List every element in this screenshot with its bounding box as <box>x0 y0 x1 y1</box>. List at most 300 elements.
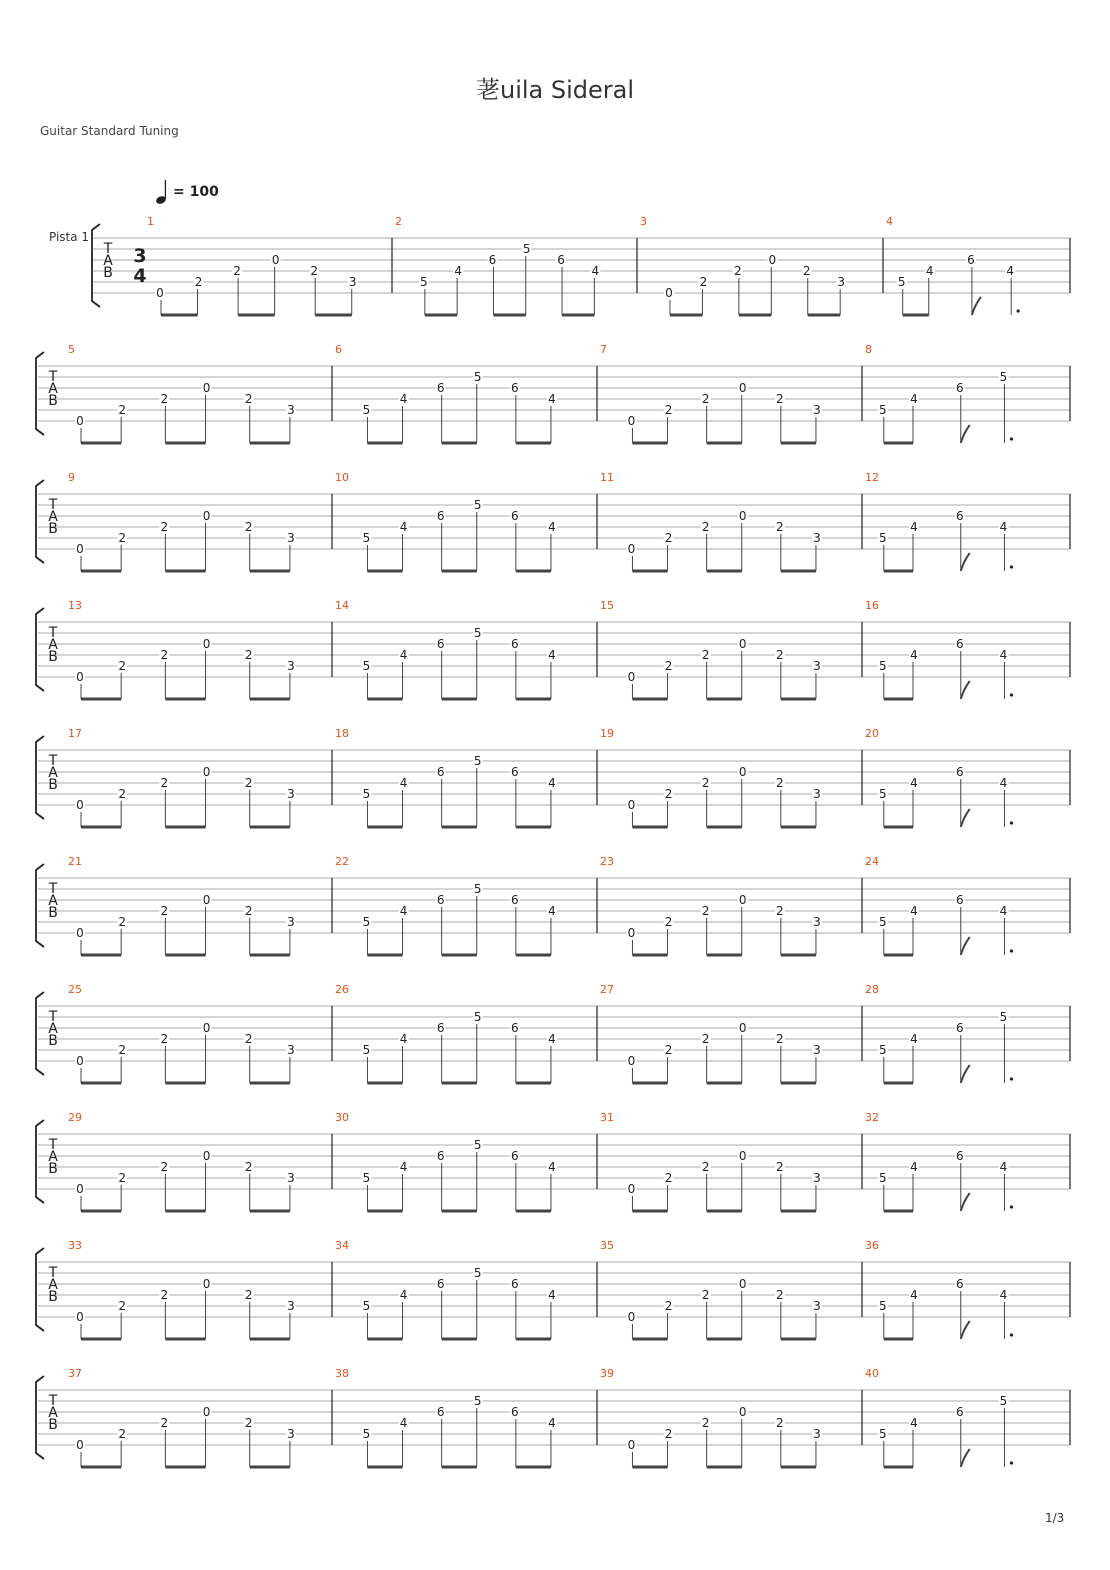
fret-number: 6 <box>436 893 445 907</box>
fret-number: 2 <box>776 1032 784 1046</box>
tab-system <box>0 1222 1110 1340</box>
tab-clef-letter: B <box>48 1289 58 1305</box>
fret-number: 4 <box>548 1032 556 1046</box>
fret-number: 0 <box>76 1054 84 1068</box>
fret-number: 6 <box>955 1277 964 1291</box>
fret-number: 3 <box>813 403 821 417</box>
fret-number: 4 <box>999 904 1008 918</box>
dot <box>1010 949 1013 952</box>
fret-number: 3 <box>813 1427 821 1441</box>
fret-number: 2 <box>701 1160 710 1174</box>
measure-number: 10 <box>335 471 349 484</box>
system-bracket <box>36 1120 44 1203</box>
tab-clef-letter: T <box>48 497 58 513</box>
measure-number: 13 <box>68 599 82 612</box>
tab-clef-letter: B <box>48 905 58 921</box>
system-bracket <box>36 480 44 563</box>
measure-number: 28 <box>865 983 879 996</box>
fret-number: 6 <box>511 765 519 779</box>
fret-number: 6 <box>511 893 519 907</box>
fret-number: 0 <box>202 381 211 395</box>
fret-number: 2 <box>244 1288 253 1302</box>
fret-number: 6 <box>511 509 519 523</box>
fret-number: 6 <box>955 1021 964 1035</box>
fret-number: 0 <box>271 253 280 267</box>
fret-number: 0 <box>627 1438 636 1452</box>
fret-number: 4 <box>399 904 408 918</box>
system-bracket <box>36 1248 44 1331</box>
system-group <box>36 983 1070 1083</box>
fret-number: 4 <box>999 1160 1008 1174</box>
measure-number: 21 <box>68 855 82 868</box>
tab-clef-letter: B <box>48 1161 58 1177</box>
note-flag <box>972 297 981 315</box>
fret-number: 3 <box>813 1171 821 1185</box>
tab-clef-letter: A <box>48 1277 58 1293</box>
fret-number: 0 <box>202 1405 211 1419</box>
tab-system <box>0 966 1110 1084</box>
fret-number: 2 <box>664 403 673 417</box>
fret-number: 4 <box>910 776 918 790</box>
fret-number: 5 <box>362 1171 371 1185</box>
measure-number: 2 <box>395 215 402 228</box>
fret-number: 0 <box>738 509 747 523</box>
fret-number: 4 <box>910 392 918 406</box>
fret-number: 2 <box>244 1160 253 1174</box>
fret-number: 4 <box>399 520 408 534</box>
fret-number: 2 <box>244 392 253 406</box>
system-bracket <box>36 352 44 435</box>
measure-number: 12 <box>865 471 879 484</box>
fret-number: 2 <box>160 1032 169 1046</box>
system-bracket <box>36 992 44 1075</box>
fret-number: 2 <box>118 403 127 417</box>
fret-number: 6 <box>955 381 964 395</box>
fret-number: 4 <box>548 904 556 918</box>
measure-number: 38 <box>335 1367 349 1380</box>
fret-number: 4 <box>910 1288 918 1302</box>
fret-number: 6 <box>436 509 445 523</box>
fret-number: 2 <box>118 1299 127 1313</box>
fret-number: 2 <box>118 531 127 545</box>
fret-number: 2 <box>118 1427 127 1441</box>
fret-number: 0 <box>76 414 84 428</box>
fret-number: 5 <box>878 1299 887 1313</box>
tempo-value: = 100 <box>173 184 219 200</box>
fret-number: 5 <box>473 1394 482 1408</box>
measure-number: 4 <box>886 215 893 228</box>
fret-number: 0 <box>738 1149 747 1163</box>
fret-number: 2 <box>701 648 710 662</box>
measure-number: 9 <box>68 471 75 484</box>
measure-number: 32 <box>865 1111 879 1124</box>
tab-clef-letter: T <box>48 1137 58 1153</box>
fret-number: 4 <box>999 648 1008 662</box>
measure-number: 31 <box>600 1111 614 1124</box>
fret-number: 6 <box>436 765 445 779</box>
fret-number: 5 <box>522 242 531 256</box>
fret-number: 4 <box>999 776 1008 790</box>
fret-number: 6 <box>511 381 519 395</box>
tab-system <box>0 326 1110 444</box>
fret-number: 2 <box>244 648 253 662</box>
fret-number: 6 <box>488 253 497 267</box>
measure-number: 14 <box>335 599 349 612</box>
measure-number: 35 <box>600 1239 614 1252</box>
fret-number: 0 <box>738 1405 747 1419</box>
fret-number: 5 <box>878 1043 887 1057</box>
fret-number: 4 <box>910 648 918 662</box>
fret-number: 5 <box>878 1171 887 1185</box>
fret-number: 0 <box>202 765 211 779</box>
tab-clef-letter: T <box>48 369 58 385</box>
fret-number: 5 <box>362 1299 371 1313</box>
fret-number: 3 <box>348 275 357 289</box>
measure-number: 23 <box>600 855 614 868</box>
fret-number: 2 <box>776 392 784 406</box>
fret-number: 6 <box>955 765 964 779</box>
system-bracket <box>36 864 44 947</box>
fret-number: 5 <box>362 531 371 545</box>
fret-number: 5 <box>362 787 371 801</box>
fret-number: 6 <box>955 1405 964 1419</box>
fret-number: 4 <box>399 776 408 790</box>
measure-number: 26 <box>335 983 349 996</box>
fret-number: 0 <box>76 798 84 812</box>
fret-number: 5 <box>473 882 482 896</box>
system-group <box>36 471 1070 571</box>
fret-number: 5 <box>362 1427 371 1441</box>
fret-number: 2 <box>701 1416 710 1430</box>
tab-system <box>0 1350 1110 1468</box>
tab-clef-letter: A <box>48 1021 58 1037</box>
tab-system <box>0 710 1110 828</box>
tab-clef-letter: B <box>48 1417 58 1433</box>
fret-number: 4 <box>548 1416 556 1430</box>
fret-number: 2 <box>310 264 319 278</box>
fret-number: 2 <box>160 392 169 406</box>
tab-clef-letter: B <box>48 393 58 409</box>
tab-system <box>0 1094 1110 1212</box>
tab-clef-letter: T <box>48 1393 58 1409</box>
fret-number: 3 <box>287 531 295 545</box>
fret-number: 0 <box>738 765 747 779</box>
fret-number: 5 <box>362 403 371 417</box>
system-group <box>36 1367 1070 1467</box>
song-title: 荖uila Sideral <box>475 76 635 104</box>
fret-number: 0 <box>738 637 747 651</box>
fret-number: 3 <box>813 787 821 801</box>
fret-number: 4 <box>999 1288 1008 1302</box>
note-flag <box>961 1193 970 1211</box>
fret-number: 2 <box>776 776 784 790</box>
fret-number: 0 <box>202 637 211 651</box>
fret-number: 4 <box>399 648 408 662</box>
fret-number: 2 <box>244 1416 253 1430</box>
system-group <box>36 599 1070 699</box>
note-flag <box>961 937 970 955</box>
tab-clef-letter: B <box>48 649 58 665</box>
fret-number: 4 <box>548 1288 556 1302</box>
measure-number: 15 <box>600 599 614 612</box>
measure-number: 40 <box>865 1367 879 1380</box>
fret-number: 3 <box>813 1299 821 1313</box>
fret-number: 5 <box>878 787 887 801</box>
fret-number: 2 <box>802 264 811 278</box>
fret-number: 5 <box>897 275 906 289</box>
fret-number: 2 <box>776 1160 784 1174</box>
fret-number: 6 <box>955 1149 964 1163</box>
fret-number: 2 <box>699 275 708 289</box>
measure-number: 6 <box>335 343 342 356</box>
note-flag <box>961 1321 970 1339</box>
measure-number: 3 <box>640 215 647 228</box>
fret-number: 5 <box>420 275 428 289</box>
fret-number: 3 <box>813 659 821 673</box>
measure-number: 20 <box>865 727 879 740</box>
fret-number: 2 <box>160 904 169 918</box>
dot <box>1010 437 1013 440</box>
fret-number: 5 <box>999 1010 1008 1024</box>
fret-number: 5 <box>473 498 482 512</box>
note-flag <box>961 1449 970 1467</box>
tab-clef-letter: B <box>103 265 113 281</box>
dot <box>1010 1461 1013 1464</box>
fret-number: 0 <box>202 509 211 523</box>
fret-number: 4 <box>399 1032 408 1046</box>
fret-number: 6 <box>436 637 445 651</box>
fret-number: 5 <box>473 626 482 640</box>
fret-number: 6 <box>511 1021 519 1035</box>
fret-number: 3 <box>813 531 821 545</box>
fret-number: 2 <box>244 776 253 790</box>
fret-number: 6 <box>955 637 964 651</box>
fret-number: 3 <box>287 1043 295 1057</box>
fret-number: 5 <box>999 370 1008 384</box>
tab-clef-letter: T <box>48 753 58 769</box>
dot <box>1010 1333 1013 1336</box>
fret-number: 2 <box>118 659 127 673</box>
tuning-label: Guitar Standard Tuning <box>40 124 179 138</box>
measure-number: 25 <box>68 983 82 996</box>
fret-number: 0 <box>738 1021 747 1035</box>
fret-number: 4 <box>548 648 556 662</box>
track-label: Pista 1 <box>49 230 90 244</box>
fret-number: 2 <box>233 264 241 278</box>
fret-number: 5 <box>878 915 887 929</box>
fret-number: 0 <box>738 1277 747 1291</box>
fret-number: 6 <box>511 637 519 651</box>
fret-number: 6 <box>511 1277 519 1291</box>
fret-number: 4 <box>910 520 918 534</box>
fret-number: 0 <box>202 893 211 907</box>
tab-system <box>0 582 1110 700</box>
measure-number: 1 <box>147 215 154 228</box>
tab-clef-letter: A <box>48 637 58 653</box>
fret-number: 2 <box>664 1299 673 1313</box>
measure-number: 7 <box>600 343 607 356</box>
dot <box>1010 693 1013 696</box>
fret-number: 4 <box>454 264 462 278</box>
fret-number: 4 <box>910 1032 918 1046</box>
system-bracket <box>36 608 44 691</box>
fret-number: 2 <box>160 1160 169 1174</box>
fret-number: 2 <box>776 648 784 662</box>
fret-number: 0 <box>76 1310 84 1324</box>
time-signature-bottom: 4 <box>133 265 147 287</box>
fret-number: 2 <box>776 520 784 534</box>
fret-number: 2 <box>701 776 710 790</box>
fret-number: 3 <box>813 915 821 929</box>
fret-number: 2 <box>118 1171 127 1185</box>
fret-number: 2 <box>664 1171 673 1185</box>
fret-number: 0 <box>627 1310 636 1324</box>
fret-number: 2 <box>244 1032 253 1046</box>
fret-number: 2 <box>118 915 127 929</box>
fret-number: 2 <box>664 531 673 545</box>
measure-number: 24 <box>865 855 879 868</box>
fret-number: 2 <box>776 904 784 918</box>
fret-number: 0 <box>76 670 84 684</box>
tab-clef-letter: T <box>48 1009 58 1025</box>
page-number: 1/3 <box>1045 1511 1065 1525</box>
fret-number: 6 <box>436 1405 445 1419</box>
fret-number: 2 <box>194 275 203 289</box>
tab-clef-letter: T <box>103 241 113 257</box>
system-bracket <box>36 1376 44 1459</box>
tab-clef-letter: A <box>48 509 58 525</box>
fret-number: 3 <box>837 275 846 289</box>
measure-number: 16 <box>865 599 879 612</box>
fret-number: 4 <box>1006 264 1014 278</box>
fret-number: 5 <box>878 403 887 417</box>
system-group <box>36 1239 1070 1339</box>
dot <box>1010 821 1013 824</box>
fret-number: 0 <box>76 542 84 556</box>
fret-number: 0 <box>627 414 636 428</box>
fret-number: 0 <box>627 798 636 812</box>
fret-number: 5 <box>362 915 371 929</box>
dot <box>1010 1205 1013 1208</box>
measure-number: 36 <box>865 1239 879 1252</box>
fret-number: 3 <box>287 659 295 673</box>
tab-system <box>0 198 1110 316</box>
tab-clef-letter: A <box>48 1149 58 1165</box>
fret-number: 4 <box>548 776 556 790</box>
dot <box>1010 565 1013 568</box>
fret-number: 2 <box>701 904 710 918</box>
fret-number: 4 <box>399 392 408 406</box>
fret-number: 0 <box>156 286 164 300</box>
fret-number: 6 <box>511 1405 519 1419</box>
fret-number: 4 <box>399 1416 408 1430</box>
tab-clef-letter: A <box>48 893 58 909</box>
fret-number: 0 <box>738 381 747 395</box>
fret-number: 2 <box>160 520 169 534</box>
fret-number: 2 <box>118 787 127 801</box>
fret-number: 2 <box>160 1416 169 1430</box>
system-bracket <box>36 736 44 819</box>
measure-number: 33 <box>68 1239 82 1252</box>
measure-number: 5 <box>68 343 75 356</box>
measure-number: 18 <box>335 727 349 740</box>
measure-number: 17 <box>68 727 82 740</box>
fret-number: 3 <box>287 915 295 929</box>
fret-number: 4 <box>548 1160 556 1174</box>
fret-number: 3 <box>287 403 295 417</box>
fret-number: 2 <box>160 648 169 662</box>
fret-number: 5 <box>878 1427 887 1441</box>
tab-clef-letter: T <box>48 881 58 897</box>
fret-number: 4 <box>925 264 934 278</box>
tab-clef-letter: T <box>48 1265 58 1281</box>
fret-number: 2 <box>776 1288 784 1302</box>
fret-number: 0 <box>627 670 636 684</box>
fret-number: 0 <box>768 253 777 267</box>
fret-number: 6 <box>955 893 964 907</box>
fret-number: 2 <box>776 1416 784 1430</box>
fret-number: 0 <box>738 893 747 907</box>
measure-number: 11 <box>600 471 614 484</box>
measure-number: 34 <box>335 1239 349 1252</box>
fret-number: 2 <box>701 1288 710 1302</box>
dot <box>1010 1077 1013 1080</box>
fret-number: 2 <box>244 904 253 918</box>
fret-number: 4 <box>910 1416 918 1430</box>
fret-number: 6 <box>436 1149 445 1163</box>
fret-number: 0 <box>627 542 636 556</box>
fret-number: 3 <box>287 1171 295 1185</box>
fret-number: 0 <box>665 286 673 300</box>
note-flag <box>961 553 970 571</box>
fret-number: 0 <box>627 1182 636 1196</box>
fret-number: 0 <box>76 1182 84 1196</box>
fret-number: 3 <box>287 787 295 801</box>
fret-number: 0 <box>627 1054 636 1068</box>
time-signature-top: 3 <box>133 245 147 267</box>
fret-number: 5 <box>473 1266 482 1280</box>
fret-number: 5 <box>878 659 887 673</box>
tab-clef-letter: B <box>48 1033 58 1049</box>
tab-clef-letter: A <box>48 381 58 397</box>
fret-number: 2 <box>664 1043 673 1057</box>
fret-number: 3 <box>287 1427 295 1441</box>
fret-number: 6 <box>436 1277 445 1291</box>
system-group <box>36 343 1070 443</box>
fret-number: 6 <box>436 1021 445 1035</box>
measure-number: 30 <box>335 1111 349 1124</box>
fret-number: 3 <box>813 1043 821 1057</box>
measure-number: 8 <box>865 343 872 356</box>
fret-number: 2 <box>244 520 253 534</box>
fret-number: 2 <box>160 776 169 790</box>
fret-number: 5 <box>473 1010 482 1024</box>
fret-number: 5 <box>878 531 887 545</box>
fret-number: 5 <box>362 1043 371 1057</box>
fret-number: 5 <box>473 754 482 768</box>
fret-number: 4 <box>548 392 556 406</box>
system-group <box>36 727 1070 827</box>
system-group <box>92 215 1070 315</box>
fret-number: 3 <box>287 1299 295 1313</box>
fret-number: 2 <box>701 520 710 534</box>
fret-number: 4 <box>399 1288 408 1302</box>
fret-number: 2 <box>118 1043 127 1057</box>
fret-number: 4 <box>999 520 1008 534</box>
tab-clef-letter: B <box>48 777 58 793</box>
measure-number: 19 <box>600 727 614 740</box>
fret-number: 0 <box>76 1438 84 1452</box>
